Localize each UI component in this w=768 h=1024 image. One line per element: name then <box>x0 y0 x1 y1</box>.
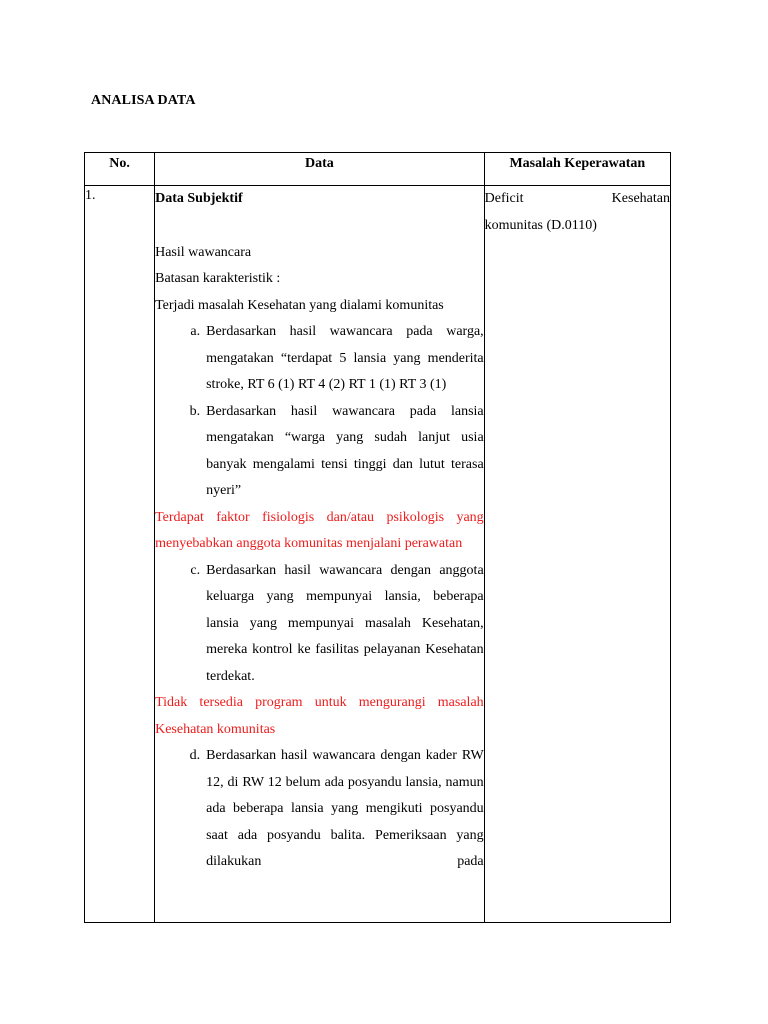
list-item <box>155 558 484 691</box>
header-masalah-keperawatan: Masalah Keperawatan <box>484 153 670 186</box>
list-marker: b. <box>189 403 201 419</box>
list-item <box>155 399 484 505</box>
list-marker: d. <box>189 748 201 763</box>
list-item-text: Berdasarkan hasil wawancara dengan kader RW 12, di RW 12 belum ada posyandu lansia, namun ada beberapa lansia yang mengikuti posyandu saat ada posyandu balita. Pemeriksaan yang dilakukan pada <box>206 748 484 869</box>
table-row <box>85 186 671 923</box>
batasan-karakteristik-label: Batasan karakteristik : <box>155 271 281 286</box>
red-note-tidak-tersedia-program: Tidak tersedia program untuk mengurangi masalah Kesehatan komunitas <box>155 695 484 737</box>
row-number: 1. <box>85 186 155 923</box>
header-no: No. <box>85 153 155 186</box>
list-item <box>155 319 484 399</box>
data-cell <box>155 186 485 923</box>
table-header-row <box>85 153 671 186</box>
list-marker: c. <box>190 562 201 578</box>
analysis-table <box>84 152 671 923</box>
masalah-line-2: komunitas (D.0110) <box>484 217 597 233</box>
red-note-faktor-fisiologis: Terdapat faktor fisiologis dan/atau psikologis yang menyebabkan anggota komunitas menjalani perawatan <box>155 509 484 551</box>
list-item-text: Berdasarkan hasil wawancara pada lansia mengatakan “warga yang sudah lanjut usia banyak mengalami tensi tinggi dan lutut terasa nyeri” <box>206 403 484 498</box>
list-item <box>155 743 484 876</box>
masalah-keperawatan-cell <box>484 186 670 923</box>
hasil-wawancara-label: Hasil wawancara <box>155 244 252 260</box>
intro-statement: Terjadi masalah Kesehatan yang dialami komunitas <box>155 297 444 313</box>
document-title: ANALISA DATA <box>91 93 196 108</box>
list-item-text: Berdasarkan hasil wawancara dengan anggota keluarga yang mempunyai lansia, beberapa lansia yang mempunyai masalah Kesehatan, mereka kontrol ke fasilitas pelayanan Kesehatan terdekat. <box>206 562 484 684</box>
data-subjektif-heading: Data Subjektif <box>155 191 243 206</box>
list-marker: a. <box>190 324 201 339</box>
header-data: Data <box>155 153 485 186</box>
spacer <box>155 213 484 240</box>
masalah-line-1: Deficit Kesehatan <box>484 191 670 206</box>
list-item-text: Berdasarkan hasil wawancara pada warga, mengatakan “terdapat 5 lansia yang menderita stroke, RT 6 (1) RT 4 (2) RT 1 (1) RT 3 (1) <box>206 324 484 392</box>
